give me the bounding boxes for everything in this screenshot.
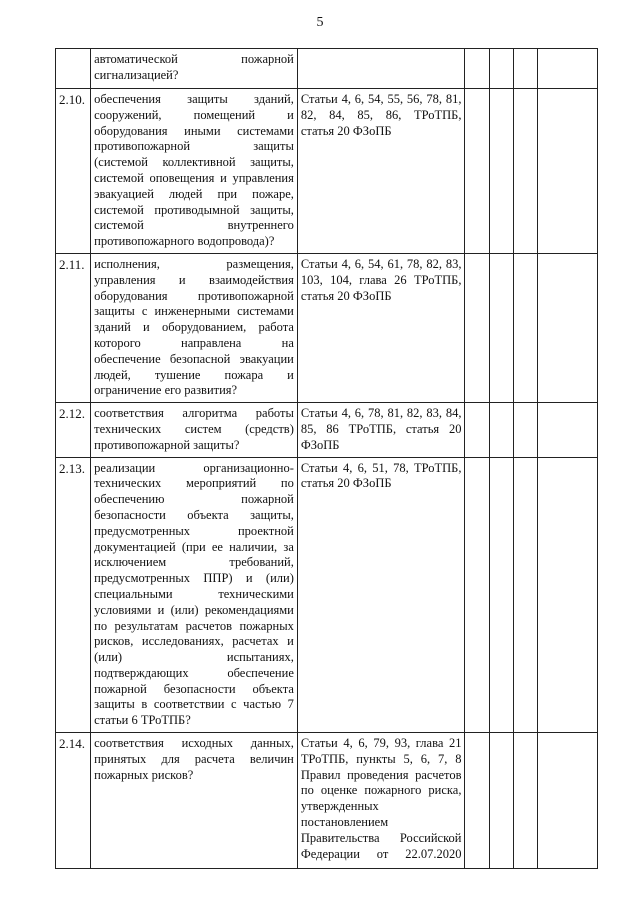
item-number: 2.12. [56, 403, 91, 457]
page-number: 5 [316, 15, 324, 30]
answer-na-cell[interactable] [513, 253, 537, 402]
reference-line: Статьи 4, 6, 51, 78, ТРоТПБ, [300, 460, 462, 475]
answer-na-cell[interactable] [513, 89, 537, 254]
table-row [56, 733, 598, 869]
question-line: зданий и оборудованием, работа [94, 320, 294, 335]
item-number: 2.14. [56, 733, 91, 869]
reference-line: статья 20 ФЗоПБ [300, 476, 392, 491]
question-line: соответствия исходных данных, [94, 736, 294, 751]
question-line: обеспечению пожарной [94, 492, 294, 507]
question-line: безопасности объекта защиты, [94, 507, 294, 522]
question-line: предусмотренных проектной [94, 523, 294, 538]
question-line: сигнализацией? [94, 67, 179, 82]
question-line: противопожарного водопровода)? [94, 234, 275, 249]
reference-line: постановлением [300, 815, 389, 830]
question-line: сооружений, помещений и [94, 107, 294, 122]
question-line: технических мероприятий по [94, 476, 294, 491]
requirement-question [91, 733, 298, 869]
table-row [56, 457, 598, 733]
question-line: управления и взаимодействия [94, 272, 294, 287]
answer-yes-cell[interactable] [465, 253, 489, 402]
answer-yes-cell[interactable] [465, 89, 489, 254]
question-line: (или) испытаниях, [94, 650, 294, 665]
item-number: 2.13. [56, 457, 91, 733]
legal-reference [297, 403, 465, 457]
question-line: обеспечение безопасной эвакуации [94, 351, 294, 366]
answer-no-cell[interactable] [489, 49, 513, 89]
reference-line: 85, 86 ТРоТПБ, статья 20 [300, 421, 462, 436]
answer-yes-cell[interactable] [465, 403, 489, 457]
answer-no-cell[interactable] [489, 253, 513, 402]
answer-yes-cell[interactable] [465, 49, 489, 89]
reference-line: Статьи 4, 6, 54, 55, 56, 78, 81, [300, 92, 462, 106]
checklist-table [55, 48, 598, 869]
question-line: защиты с инженерными системами [94, 304, 294, 319]
reference-line: ТРоТПБ, пункты 5, 6, 7, 8 [300, 751, 462, 766]
answer-no-cell[interactable] [489, 457, 513, 733]
question-line: оборудования иными системами [94, 123, 294, 138]
answer-na-cell[interactable] [513, 49, 537, 89]
question-line: технических систем (средств) [94, 421, 294, 436]
question-line: реализации организационно- [94, 460, 294, 475]
question-line: (системой коллективной защиты, [94, 155, 294, 170]
question-line: условиями и (или) рекомендациями [94, 602, 294, 617]
answer-na-cell[interactable] [513, 733, 537, 869]
reference-line: Федерации от 22.07.2020 [300, 846, 462, 861]
item-number: 2.11. [56, 253, 91, 402]
question-line: предусмотренных ППР) и (или) [94, 571, 294, 586]
question-line: людей, тушение пожара и [94, 367, 294, 382]
question-line: системой внутреннего [94, 218, 294, 233]
question-line: соответствия алгоритма работы [94, 406, 294, 421]
question-line: статьи 6 ТРоТПБ? [94, 713, 191, 728]
note-cell[interactable] [537, 457, 597, 733]
question-line: пожарных рисков? [94, 767, 194, 782]
answer-no-cell[interactable] [489, 89, 513, 254]
note-cell[interactable] [537, 403, 597, 457]
question-line: пожарной безопасности объекта [94, 681, 294, 696]
question-line: эвакуацией людей при пожаре, [94, 186, 294, 201]
question-line: защиты в соответствии с частью 7 [94, 697, 294, 712]
note-cell[interactable] [537, 49, 597, 89]
item-number [56, 49, 91, 89]
legal-reference [297, 253, 465, 402]
table-row [56, 49, 598, 89]
question-line: оборудования противопожарной [94, 288, 294, 303]
answer-no-cell[interactable] [489, 733, 513, 869]
question-line: противопожарной защиты [94, 139, 294, 154]
question-line: принятых для расчета величин [94, 751, 294, 766]
table-row [56, 89, 598, 254]
reference-line: ФЗоПБ [300, 437, 340, 452]
question-line: системой оповещения и управления [94, 170, 294, 185]
question-line: подтверждающих обеспечение [94, 665, 294, 680]
legal-reference [297, 457, 465, 733]
question-line: противопожарной защиты? [94, 437, 240, 452]
requirement-question [91, 253, 298, 402]
table-row [56, 253, 598, 402]
requirement-question [91, 403, 298, 457]
question-line: специальными техническими [94, 586, 294, 601]
note-cell[interactable] [537, 253, 597, 402]
question-line: обеспечения защиты зданий, [94, 92, 294, 106]
question-line: рисков, исследованиях, расчетах и [94, 634, 294, 649]
answer-na-cell[interactable] [513, 403, 537, 457]
question-line: системой противодымной защиты, [94, 202, 294, 217]
reference-line: Статьи 4, 6, 79, 93, глава 21 [300, 736, 462, 751]
reference-line: по оценке пожарного риска, [300, 783, 462, 798]
reference-line: Статьи 4, 6, 54, 61, 78, 82, 83, [300, 256, 462, 271]
reference-line: 103, 104, глава 26 ТРоТПБ, [300, 272, 462, 287]
question-line: исключением требований, [94, 555, 294, 570]
item-number: 2.10. [56, 89, 91, 254]
question-line: исполнения, размещения, [94, 256, 294, 271]
requirement-question [91, 49, 298, 89]
answer-yes-cell[interactable] [465, 733, 489, 869]
note-cell[interactable] [537, 89, 597, 254]
reference-line: статья 20 ФЗоПБ [300, 123, 392, 138]
answer-yes-cell[interactable] [465, 457, 489, 733]
question-line: автоматической пожарной [94, 52, 294, 66]
requirement-question [91, 457, 298, 733]
requirement-question [91, 89, 298, 254]
reference-line: Статьи 4, 6, 78, 81, 82, 83, 84, [300, 406, 462, 421]
question-line: документацией (при ее наличии, за [94, 539, 294, 554]
question-line: ограничение его развития? [94, 383, 238, 398]
table-row [56, 403, 598, 457]
reference-line: статья 20 ФЗоПБ [300, 288, 392, 303]
reference-line: утвержденных [300, 799, 379, 814]
note-cell[interactable] [537, 733, 597, 869]
answer-no-cell[interactable] [489, 403, 513, 457]
legal-reference [297, 49, 465, 89]
reference-line: 82, 84, 85, 86, ТРоТПБ, [300, 107, 462, 122]
answer-na-cell[interactable] [513, 457, 537, 733]
legal-reference [297, 733, 465, 869]
question-line: по результатам расчетов пожарных [94, 618, 294, 633]
question-line: которого направлена на [94, 335, 294, 350]
legal-reference [297, 89, 465, 254]
reference-line: Правительства Российской [300, 830, 462, 845]
reference-line: Правил проведения расчетов [300, 767, 462, 782]
